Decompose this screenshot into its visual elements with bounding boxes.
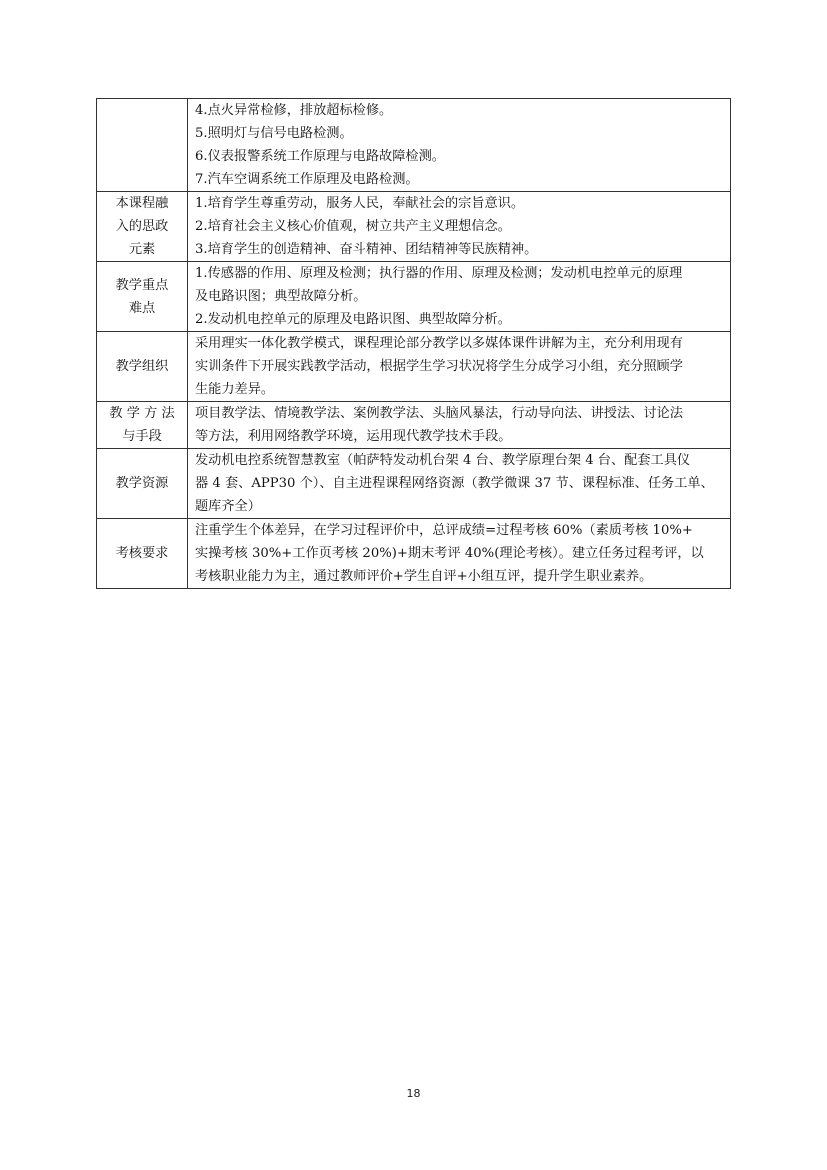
row-label-line: 教学组织	[115, 359, 169, 374]
table-row	[97, 192, 731, 262]
row-label-line: 教学资源	[115, 476, 169, 491]
page-number: 18	[406, 1087, 421, 1100]
row-label-line: 与手段	[122, 429, 162, 444]
row-content-line: 5.照明灯与信号电路检测。	[195, 126, 353, 141]
row-content-line: 4.点火异常检修，排放超标检修。	[195, 103, 393, 118]
row-content	[188, 192, 731, 262]
row-content-line: 1.培育学生尊重劳动，服务人民，奉献社会的宗旨意识。	[195, 196, 525, 211]
row-label-line: 本课程融	[115, 196, 169, 211]
row-content-line: 题库齐全）	[195, 499, 261, 514]
table-row	[97, 449, 731, 519]
table-row	[97, 99, 731, 192]
row-content	[188, 332, 731, 402]
row-content	[188, 402, 731, 449]
table-row	[97, 402, 731, 449]
row-content-line: 注重学生个体差异，在学习过程评价中，总评成绩=过程考核 60%（素质考核 10%+	[195, 523, 693, 538]
row-content	[188, 449, 731, 519]
curriculum-table	[96, 98, 731, 589]
row-label-line: 入的思政	[115, 219, 169, 234]
row-content-line: 生能力差异。	[195, 382, 275, 397]
row-label-line: 难点	[128, 300, 156, 316]
row-content-line: 2.培育社会主义核心价值观，树立共产主义理想信念。	[195, 219, 511, 234]
table-row	[97, 519, 731, 589]
row-content-line: 采用理实一体化教学模式，课程理论部分教学以多媒体课件讲解为主，充分利用现有	[195, 336, 683, 351]
row-content-line: 3.培育学生的创造精神、奋斗精神、团结精神等民族精神。	[195, 242, 538, 257]
row-label	[97, 99, 188, 192]
row-content-line: 器 4 套、APP30 个）、自主进程课程网络资源（教学微课 37 节、课程标准、任务工单、	[195, 476, 714, 491]
row-label-line: 教 学 方 法	[109, 406, 175, 421]
row-content-line: 2.发动机电控单元的原理及电路识图、典型故障分析。	[195, 312, 511, 327]
row-content-line: 发动机电控系统智慧教室（帕萨特发动机台架 4 台、教学原理台架 4 台、配套工具仪	[195, 453, 691, 468]
row-label	[97, 519, 188, 589]
table-row	[97, 262, 731, 332]
row-content	[188, 262, 731, 332]
row-content-line: 实训条件下开展实践教学活动，根据学生学习状况将学生分成学习小组，充分照顾学	[195, 359, 683, 374]
row-label-line: 教学重点	[115, 277, 169, 293]
row-label-line: 考核要求	[115, 546, 169, 561]
table-row	[97, 332, 731, 402]
row-content-line: 6.仪表报警系统工作原理与电路故障检测。	[195, 149, 445, 164]
row-label	[97, 192, 188, 262]
row-content	[188, 99, 731, 192]
row-content-line: 及电路识图；典型故障分析。	[195, 289, 367, 304]
table-body	[97, 99, 731, 589]
row-label-line: 元素	[128, 242, 156, 257]
row-content-line: 1.传感器的作用、原理及检测；执行器的作用、原理及检测；发动机电控单元的原理	[195, 266, 683, 281]
row-label	[97, 262, 188, 332]
row-content-line: 考核职业能力为主，通过教师评价+学生自评+小组互评，提升学生职业素养。	[195, 569, 653, 584]
row-content	[188, 519, 731, 589]
row-content-line: 7.汽车空调系统工作原理及电路检测。	[195, 172, 419, 187]
row-content-line: 实操考核 30%+工作页考核 20%)+期末考评 40%(理论考核）。建立任务过程考评，以	[195, 546, 704, 561]
row-label	[97, 332, 188, 402]
row-label	[97, 402, 188, 449]
row-content-line: 等方法，利用网络教学环境，运用现代教学技术手段。	[195, 429, 512, 444]
row-content-line: 项目教学法、情境教学法、案例教学法、头脑风暴法，行动导向法、讲授法、讨论法	[195, 406, 683, 421]
row-label	[97, 449, 188, 519]
